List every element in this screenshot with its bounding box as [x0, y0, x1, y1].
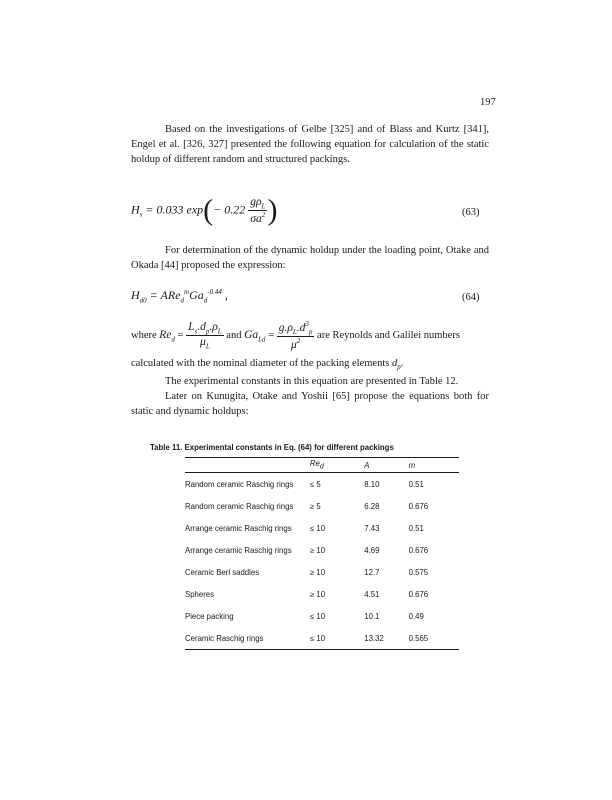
- cell-m: 0.676: [408, 589, 429, 599]
- cell-m: 0.676: [408, 501, 429, 511]
- header-a: A: [364, 458, 408, 473]
- table-row: [185, 583, 459, 605]
- intro-paragraph: Based on the investigations of Gelbe [325] and of Blass and Kurtz [341], Engel et al. [326, 327] presented the following equation for calculation of the static holdup of different random and structured packings.: [131, 124, 489, 166]
- cell-packing: Random ceramic Raschig rings: [185, 501, 294, 511]
- cell-m: 0.49: [408, 611, 424, 621]
- reynolds-fraction: $\frac{L_s.d_p.\rho_L}{\mu_L}$: [188, 320, 222, 351]
- cell-a: 4.51: [364, 589, 380, 599]
- equation-64-number: (64): [462, 292, 480, 303]
- table-row: [185, 539, 459, 561]
- table-row: [185, 517, 459, 539]
- equation-64: $H_{d0} = ARe_d^mGa_d^{-0.44}$ ,: [131, 288, 228, 305]
- cell-m: 0.51: [408, 523, 424, 533]
- table-caption: Table 11. Experimental constants in Eq. (64) for different packings: [150, 443, 394, 452]
- cell-a: 10.1: [364, 611, 380, 621]
- dynamic-holdup-paragraph: For determination of the dynamic holdup under the loading point, Otake and Okada [44] proposed the expression:: [131, 245, 489, 272]
- cell-a: 8.10: [364, 479, 380, 489]
- cell-re: ≤ 5: [309, 479, 321, 489]
- cell-a: 4.69: [364, 545, 380, 555]
- cell-re: ≥ 5: [309, 501, 321, 511]
- cell-packing: Ceramic Raschig rings: [185, 627, 310, 650]
- cell-re: ≥ 10: [309, 589, 326, 599]
- cell-re: ≤ 10: [310, 627, 364, 650]
- galilei-fraction: $\frac{g.\rho_L.d^3_p}{\mu^2}$: [278, 320, 313, 351]
- cell-re: ≤ 10: [309, 611, 326, 621]
- cell-m: 0.565: [409, 627, 459, 650]
- cell-packing: Arrange ceramic Raschig rings: [185, 523, 292, 533]
- cell-packing: Spheres: [185, 589, 215, 599]
- cell-m: 0.676: [408, 545, 429, 555]
- cell-packing: Ceramic Berl saddles: [185, 567, 260, 577]
- table-row: [185, 605, 459, 627]
- table-header-row: [185, 458, 459, 473]
- cell-m: 0.51: [408, 479, 424, 489]
- table-row: [185, 561, 459, 583]
- equation-63-number: (63): [462, 207, 480, 218]
- cell-a: 12.7: [364, 567, 380, 577]
- constants-table: [185, 457, 459, 650]
- header-m: m: [409, 458, 459, 473]
- cell-re: ≥ 10: [309, 567, 326, 577]
- cell-a: 6.28: [364, 501, 380, 511]
- cell-packing: Arrange ceramic Raschig rings: [185, 545, 292, 555]
- cell-packing: Random ceramic Raschig rings: [185, 479, 294, 489]
- table-row: [185, 473, 459, 496]
- equation-63: $H_s = 0.033$ exp(− 0.22 $\frac{g\rho_L}{\sigma a^2}$ ): [131, 193, 278, 227]
- cell-re: ≥ 10: [309, 545, 326, 555]
- cell-m: 0.575: [408, 567, 429, 577]
- nominal-diameter-line: calculated with the nominal diameter of the packing elements $d_p$.: [131, 358, 404, 372]
- constants-paragraph: The experimental constants in this equation are presented in Table 12.: [165, 376, 459, 387]
- page-number: 197: [480, 97, 496, 108]
- cell-packing: Piece packing: [185, 611, 234, 621]
- where-line: where $Re_d$ = $\frac{L_s.d_p.\rho_L}{\mu_L}$ and $Ga_{Ld}$ = $\frac{g.\rho_L.d^3_p}{\mu^2}$ are Reynolds and Galilei numbers: [131, 320, 460, 351]
- table-row: [185, 627, 459, 650]
- eq63-fraction: $\frac{g\rho_L}{\sigma a^2}$: [250, 196, 266, 226]
- header-packing: [185, 458, 310, 473]
- cell-a: 7.43: [364, 523, 380, 533]
- header-re: $Re_d$: [310, 458, 364, 473]
- cell-re: ≤ 10: [309, 523, 326, 533]
- table-row: [185, 495, 459, 517]
- cell-a: 13.32: [364, 627, 408, 650]
- kunugita-paragraph: Later on Kunugita, Otake and Yoshii [65] propose the equations both for static and dynamic holdups:: [131, 391, 489, 418]
